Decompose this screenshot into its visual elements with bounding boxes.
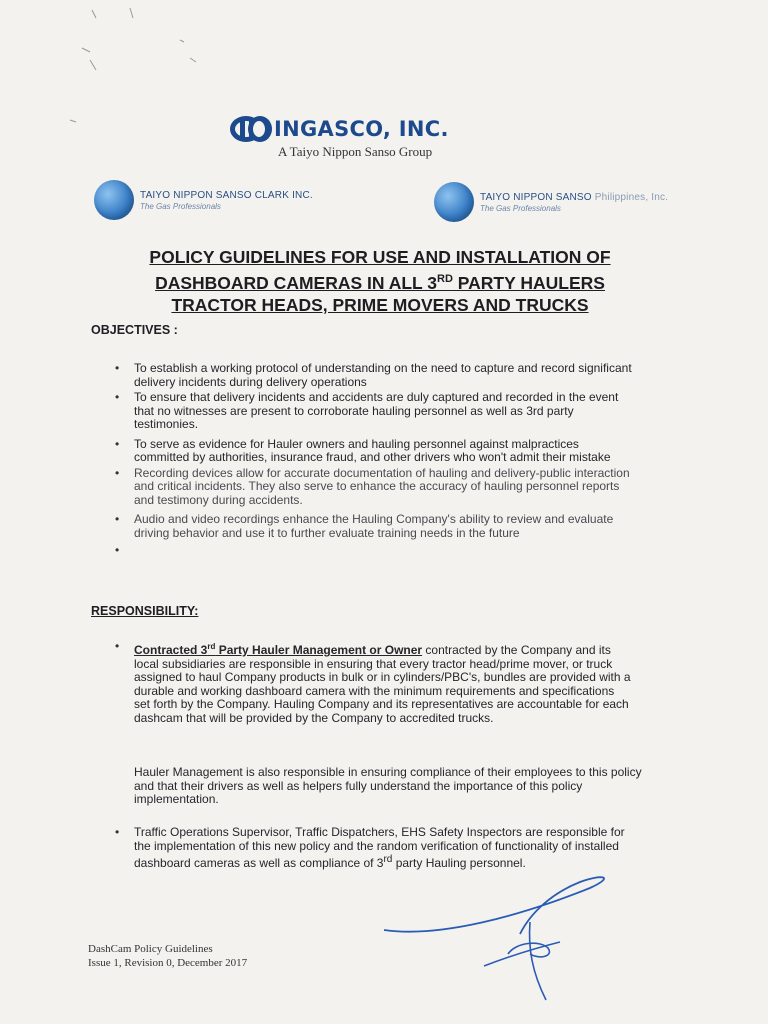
title-line-3: TRACTOR HEADS, PRIME MOVERS AND TRUCKS xyxy=(171,294,589,315)
partner-tagline: The Gas Professionals xyxy=(140,201,221,211)
responsibility-list xyxy=(112,640,632,737)
role-lead: Contracted 3rd Party Hauler Management xyxy=(134,642,367,657)
responsibility-heading: RESPONSIBILITY: xyxy=(91,604,199,618)
role-text: contracted by the Company and its local subsidiaries are responsible in ensuring that every tractor head/prime mover, or truck assigned to haul Company products in bulk or in cylinders/PBC's, bundles are provided with a durable and working dashboard camera with the minimum requirements and specifications set forth by the Company. Hauling Company and its representatives are accountable for each dashcam that will be provided by the Company to accredited trucks. xyxy=(134,643,631,725)
company-name: INGASCO, INC. xyxy=(274,117,449,141)
partner-name: TAIYO NIPPON SANSO CLARK INC. xyxy=(140,189,313,201)
company-subtitle: A Taiyo Nippon Sanso Group xyxy=(278,144,433,159)
partner-logo-clark xyxy=(94,180,313,220)
globe-icon xyxy=(434,182,474,222)
list-item: • Audio and video recordings enhance the Hauling Company's ability to review and evaluate driving behavior and use it to further evaluate training needs in the future xyxy=(112,513,632,540)
list-item: • Traffic Operations Supervisor, Traffic Dispatchers, EHS Safety Inspectors are responsible for the implementation of this new policy and the random verification of functionality of installed dashboard cameras as well as compliance of 3rd party Hauling personnel. xyxy=(112,826,632,871)
scan-marks xyxy=(30,0,250,140)
list-item-empty xyxy=(112,544,632,558)
footer-issue: Issue 1, Revision 0, December 2017 xyxy=(88,957,248,969)
role-lead: Traffic Operations Supervisor, Traffic Dispatchers, EHS Safety Inspectors xyxy=(134,825,522,839)
partner-name: TAIYO NIPPON SANSO Philippines, Inc. xyxy=(480,191,669,203)
title-line-2: DASHBOARD CAMERAS IN ALL 3RD PARTY HAULERS xyxy=(155,272,605,293)
role-text: are responsible for the implementation of this new policy and the random verification of functionality of installed dashboard cameras as well as compliance of 3 xyxy=(134,825,625,870)
document-title xyxy=(104,246,656,316)
list-item: • To establish a working protocol of understanding on the need to capture and record significant delivery incidents during delivery operations xyxy=(112,362,632,389)
partner-logo-philippines xyxy=(434,182,668,222)
list-item: • Recording devices allow for accurate documentation of hauling and delivery-public interaction and critical incidents. They also serve to enhance the accuracy of hauling personnel reports and testimony during accidents. xyxy=(112,467,632,508)
company-logo xyxy=(228,112,449,146)
objectives-heading: OBJECTIVES : xyxy=(91,323,178,337)
list-item: • To ensure that delivery incidents and accidents are duly captured and recorded in the event that no witnesses are present to corroborate hauling personnel as well as 3rd party testimonies. xyxy=(112,391,632,432)
document-footer xyxy=(88,942,247,970)
responsibility-paragraph: Hauler Management is also responsible in ensuring compliance of their employees to this policy and that their drivers as well as helpers fully understand the importance of this policy implementation. xyxy=(134,765,642,806)
globe-icon xyxy=(94,180,134,220)
footer-title: DashCam Policy Guidelines xyxy=(88,943,213,955)
list-item: • To serve as evidence for Hauler owners and hauling personnel against malpractices committed by authorities, insurance fraud, and other drivers who won't admit their mistake xyxy=(112,438,632,465)
title-line-1: POLICY GUIDELINES FOR USE AND INSTALLATION OF xyxy=(149,247,611,267)
partner-suffix: Philippines, Inc. xyxy=(594,191,669,203)
role-lead-or: or Owner xyxy=(366,643,423,657)
responsibility-list-2 xyxy=(112,826,632,871)
signature xyxy=(380,868,620,1008)
list-item xyxy=(112,640,632,725)
ingasco-logo-icon xyxy=(228,114,272,144)
partner-tagline: The Gas Professionals xyxy=(480,203,561,213)
objectives-list xyxy=(112,362,632,560)
